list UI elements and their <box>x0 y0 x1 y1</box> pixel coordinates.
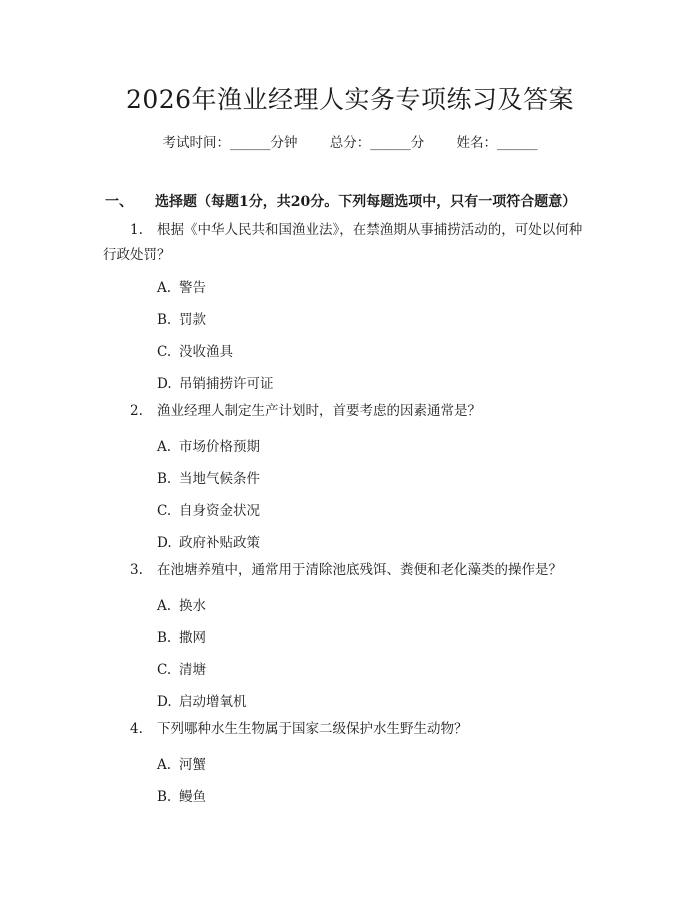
exam-info-line <box>0 131 700 151</box>
name-field <box>457 135 538 151</box>
question-2-option-d <box>157 531 260 551</box>
option-letter: D. <box>157 376 172 392</box>
option-letter: A. <box>157 757 172 773</box>
option-text: 清塘 <box>179 662 206 678</box>
question-1-option-a <box>157 276 206 296</box>
question-3-option-d <box>157 690 247 710</box>
question-number: 3. <box>130 562 143 578</box>
option-text: 政府补贴政策 <box>179 535 260 551</box>
question-number: 4. <box>130 721 143 737</box>
option-letter: C. <box>157 503 172 519</box>
section-heading <box>105 191 576 211</box>
option-text: 没收渔具 <box>179 344 233 360</box>
question-2-option-b <box>157 467 260 487</box>
option-text: 自身资金状况 <box>179 503 260 519</box>
option-letter: C. <box>157 344 172 360</box>
question-2-option-a <box>157 435 260 455</box>
question-3-option-b <box>157 626 206 646</box>
question-text: 下列哪种水生生物属于国家二级保护水生野生动物？ <box>157 721 468 737</box>
question-4-option-a <box>157 753 206 773</box>
question-text: 在池塘养殖中，通常用于清除池底残饵、粪便和老化藻类的操作是？ <box>157 562 562 578</box>
exam-time-field <box>162 135 297 151</box>
question-text: 渔业经理人制定生产计划时，首要考虑的因素通常是？ <box>157 403 481 419</box>
question-1-option-b <box>157 308 206 328</box>
question-text-continued: 行政处罚？ <box>103 247 171 263</box>
exam-time-blank: ______ <box>229 135 271 151</box>
option-letter: A. <box>157 439 172 455</box>
option-text: 罚款 <box>179 312 206 328</box>
option-text: 换水 <box>179 598 206 614</box>
section-title: 选择题（每题1分，共20分。下列每题选项中，只有一项符合题意） <box>155 194 577 210</box>
option-letter: B. <box>157 789 172 805</box>
option-text: 鳗鱼 <box>179 789 206 805</box>
name-blank: ______ <box>497 135 538 151</box>
option-letter: D. <box>157 535 172 551</box>
option-text: 当地气候条件 <box>179 471 260 487</box>
section-number: 一、 <box>105 194 133 210</box>
question-1-option-c <box>157 340 233 360</box>
exam-time-label: 考试时间： <box>162 135 230 151</box>
question-4 <box>130 717 468 742</box>
total-score-unit: 分 <box>410 135 425 151</box>
option-letter: B. <box>157 630 172 646</box>
page-title: 2026年渔业经理人实务专项练习及答案 <box>125 85 575 114</box>
option-letter: B. <box>157 312 172 328</box>
option-text: 警告 <box>179 280 206 296</box>
total-score-blank: ______ <box>370 135 411 151</box>
question-1-option-d <box>157 372 274 392</box>
option-letter: D. <box>157 694 172 710</box>
question-4-option-b <box>157 785 206 805</box>
question-number: 2. <box>130 403 143 419</box>
question-2-option-c <box>157 499 260 519</box>
option-text: 河蟹 <box>179 757 206 773</box>
exam-time-unit: 分钟 <box>270 135 298 151</box>
question-text: 根据《中华人民共和国渔业法》，在禁渔期从事捕捞活动的，可处以何种 <box>157 222 583 238</box>
option-text: 吊销捕捞许可证 <box>179 376 274 392</box>
option-text: 市场价格预期 <box>179 439 260 455</box>
total-score-label: 总分： <box>329 135 371 151</box>
question-3 <box>130 558 562 583</box>
option-text: 撒网 <box>179 630 206 646</box>
question-1 <box>130 218 582 243</box>
option-letter: A. <box>157 280 172 296</box>
question-3-option-a <box>157 594 206 614</box>
option-letter: C. <box>157 662 172 678</box>
option-letter: B. <box>157 471 172 487</box>
question-number: 1. <box>130 222 143 238</box>
question-3-option-c <box>157 658 206 678</box>
name-label: 姓名： <box>456 135 498 151</box>
question-2 <box>130 399 481 424</box>
total-score-field <box>330 135 425 151</box>
question-1-continued <box>103 243 171 268</box>
option-text: 启动增氧机 <box>179 694 247 710</box>
option-letter: A. <box>157 598 172 614</box>
